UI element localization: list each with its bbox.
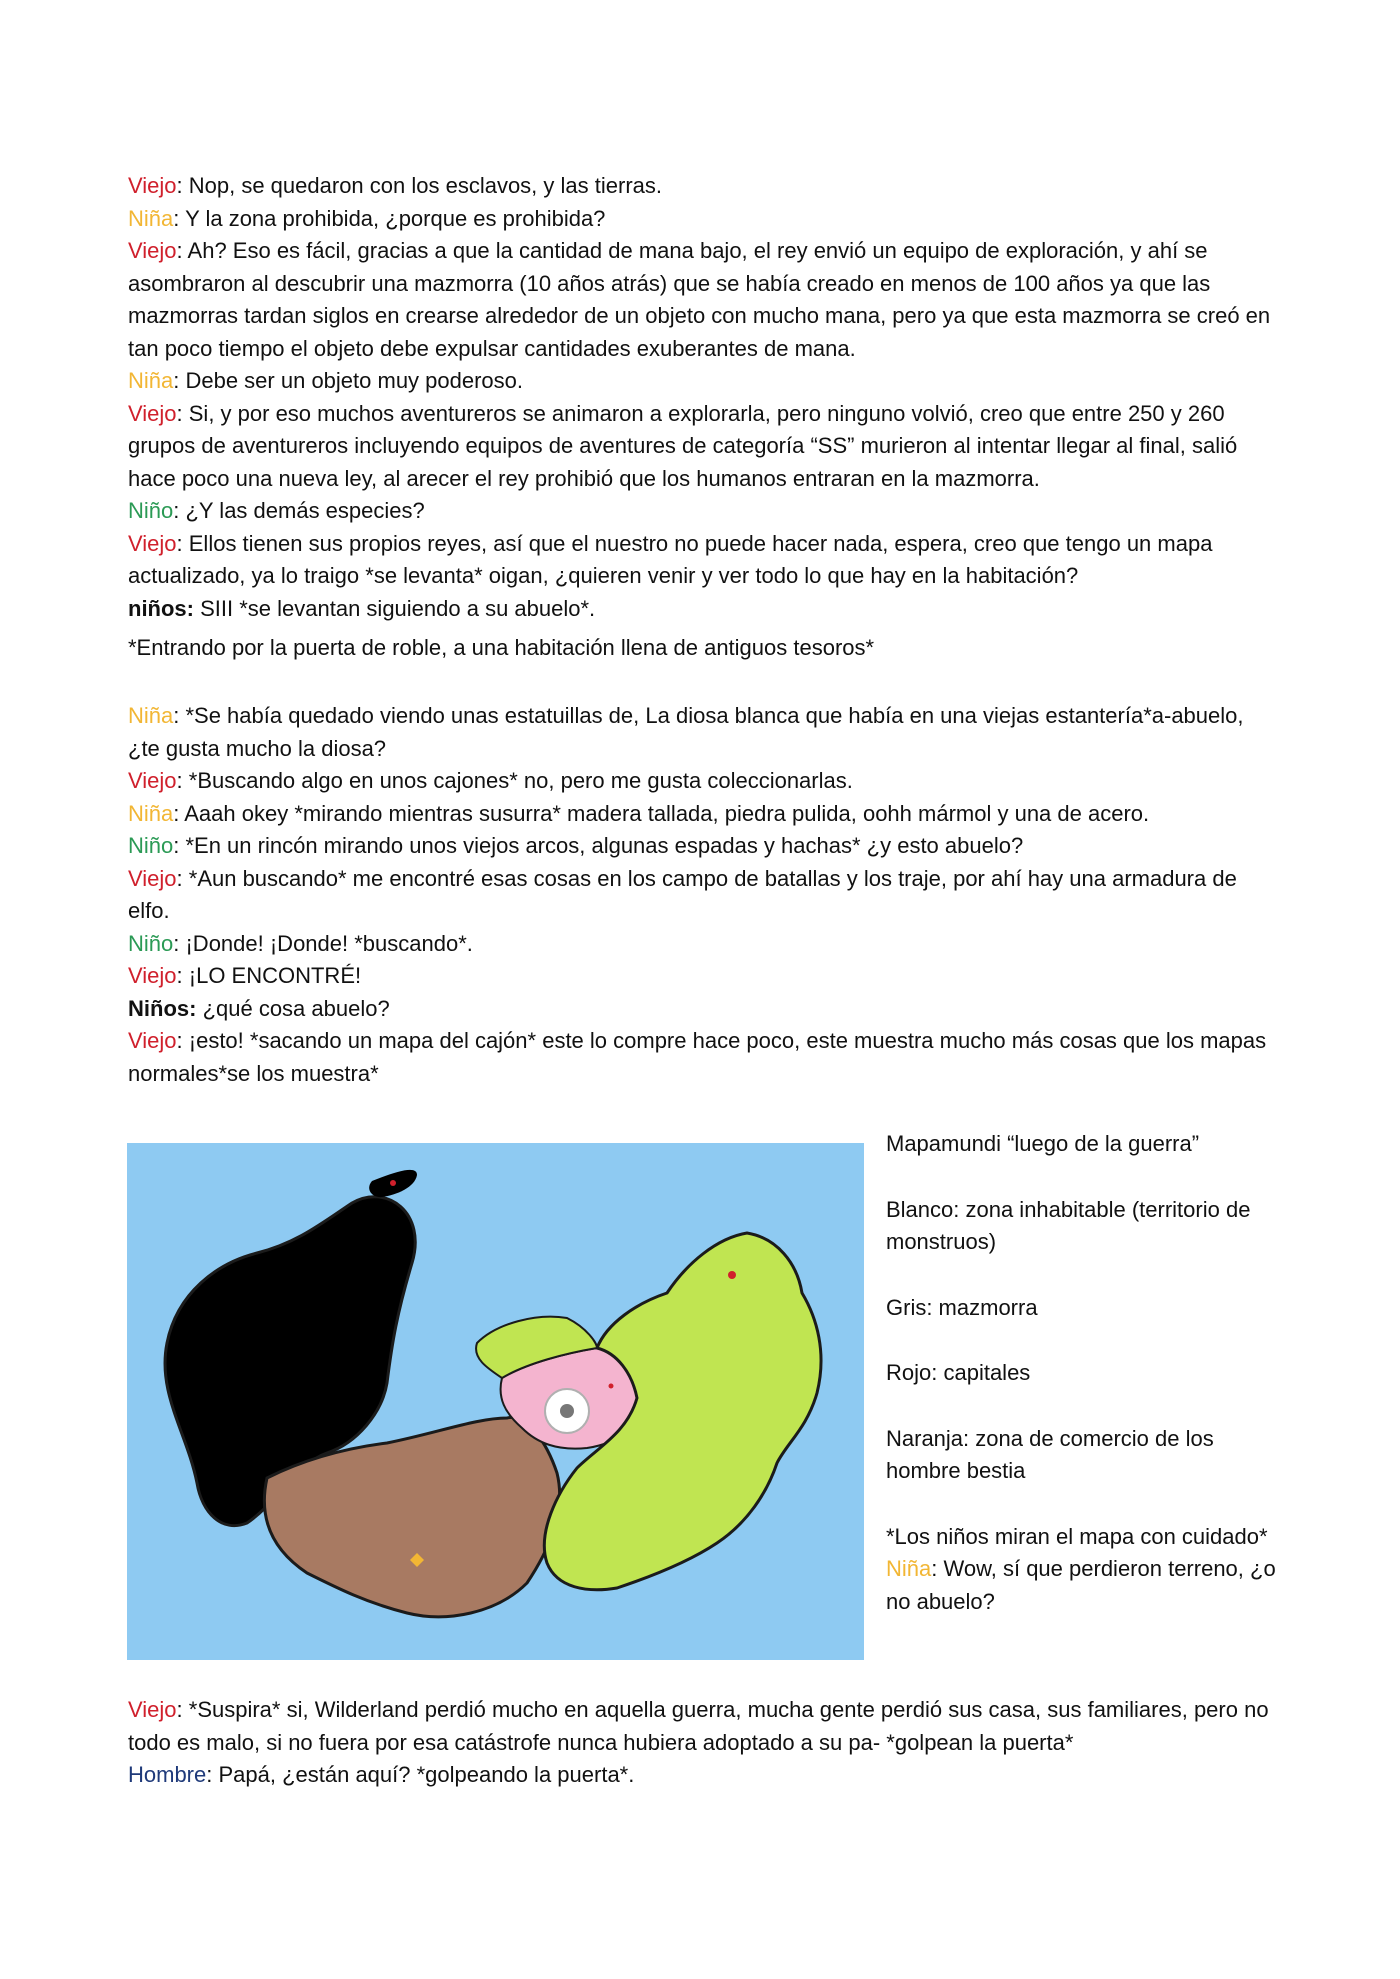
legend-title: Mapamundi “luego de la guerra” bbox=[886, 1131, 1200, 1156]
dialog-text: : Y la zona prohibida, ¿porque es prohibida? bbox=[173, 205, 606, 231]
dialog-text: : Nop, se quedaron con los esclavos, y las tierras. bbox=[176, 173, 662, 198]
legend-red: Rojo: capitales bbox=[886, 1360, 1031, 1385]
dialog-text: : *Se había quedado viendo unas estatuillas de, La diosa blanca que había en una viejas estantería*a-abuelo, ¿te gusta mucho la diosa? bbox=[128, 703, 1244, 761]
dialogue-line bbox=[128, 993, 1278, 1026]
dialog-text: : ¡LO ENCONTRÉ! bbox=[176, 963, 362, 988]
legend-white: Blanco: zona inhabitable (territorio de monstruos) bbox=[886, 1196, 1251, 1254]
dialogue-line bbox=[128, 1694, 1278, 1759]
speaker-name: Viejo bbox=[128, 768, 177, 793]
speaker-name: Niños: bbox=[128, 995, 197, 1021]
dialog-text: : *En un rincón mirando unos viejos arcos, algunas espadas y hachas* ¿y esto abuelo? bbox=[173, 833, 1024, 858]
dialogue-line bbox=[128, 235, 1278, 365]
dialog-text: : *Buscando algo en unos cajones* no, pero me gusta coleccionarlas. bbox=[176, 768, 853, 793]
map-dungeon-marker bbox=[560, 1404, 574, 1418]
legend-action: *Los niños miran el mapa con cuidado* bbox=[886, 1523, 1268, 1549]
map-capital-marker-pink bbox=[609, 1384, 614, 1389]
world-map-illustration bbox=[127, 1143, 864, 1660]
dialogue-line bbox=[128, 765, 1278, 798]
dialogue-line bbox=[128, 700, 1278, 765]
dialogue-line bbox=[128, 593, 1278, 626]
dialog-text: : Papá, ¿están aquí? *golpeando la puerta*. bbox=[206, 1762, 635, 1787]
narration-block bbox=[128, 632, 1278, 665]
dialogue-line bbox=[128, 495, 1278, 528]
dialog-text: : Ah? Eso es fácil, gracias a que la cantidad de mana bajo, el rey envió un equipo de exploración, y ahí se asombraron al descubrir una mazmorra (10 años atrás) que se había creado en menos de 100 años ya que las mazmorras tardan siglos en crearse alrededor de un objeto con mucho mana, pero ya que esta mazmorra se creó en tan poco tiempo el objeto debe expulsar cantidades exuberantes de mana. bbox=[128, 238, 1271, 361]
speaker-name: Viejo bbox=[128, 173, 177, 198]
dialogue-line bbox=[128, 830, 1278, 863]
dialogue-block-1 bbox=[128, 170, 1278, 625]
speaker-name: Niño bbox=[128, 930, 174, 956]
dialog-text: ¿qué cosa abuelo? bbox=[196, 995, 390, 1021]
dialog-text: : ¿Y las demás especies? bbox=[173, 498, 425, 523]
speaker-name: Niña bbox=[128, 800, 174, 826]
dialog-text: : Ellos tienen sus propios reyes, así que el nuestro no puede hacer nada, espera, creo que tengo un mapa actualizado, ya lo traigo *se levanta* oigan, ¿quieren venir y ver todo lo que hay en la habitación? bbox=[128, 530, 1213, 588]
dialogue-line bbox=[128, 863, 1278, 928]
speaker-name: Viejo bbox=[128, 400, 177, 426]
dialogue-line bbox=[128, 203, 1278, 236]
dialog-text: : ¡Donde! ¡Donde! *buscando*. bbox=[173, 930, 473, 956]
speaker-name: Viejo bbox=[128, 865, 177, 891]
speaker-name: Niño bbox=[128, 833, 174, 858]
dialogue-line bbox=[128, 928, 1278, 961]
dialog-text: : Debe ser un objeto muy poderoso. bbox=[173, 368, 524, 393]
dialogue-line bbox=[128, 1759, 1278, 1792]
dialogue-line bbox=[128, 798, 1278, 831]
map-capital-marker-island bbox=[390, 1180, 396, 1186]
speaker-name: niños: bbox=[128, 595, 194, 621]
dialog-text: : Aaah okey *mirando mientras susurra* madera tallada, piedra pulida, oohh mármol y una de acero. bbox=[173, 800, 1150, 826]
dialog-text: : ¡esto! *sacando un mapa del cajón* este lo compre hace poco, este muestra mucho más cosas que los mapas normales*se los muestra* bbox=[128, 1028, 1267, 1086]
dialogue-line bbox=[128, 170, 1278, 203]
speaker-name: Hombre bbox=[128, 1762, 207, 1787]
narration-line: *Entrando por la puerta de roble, a una habitación llena de antiguos tesoros* bbox=[128, 635, 875, 660]
dialog-text: : Wow, sí que perdieron terreno, ¿o no abuelo? bbox=[886, 1556, 1276, 1614]
dialog-text: SIII *se levantan siguiendo a su abuelo*. bbox=[194, 595, 596, 621]
dialogue-line bbox=[128, 528, 1278, 593]
dialogue-block-2 bbox=[128, 700, 1278, 1090]
dialogue-line bbox=[128, 960, 1278, 993]
speaker-name: Viejo bbox=[128, 1028, 177, 1053]
dialogue-line bbox=[128, 1025, 1278, 1090]
speaker-name: Niña bbox=[128, 703, 174, 728]
dialog-text: : *Aun buscando* me encontré esas cosas en los campo de batallas y los traje, por ahí hay una armadura de elfo. bbox=[128, 865, 1237, 923]
speaker-name: Viejo bbox=[128, 1697, 177, 1722]
speaker-name: Viejo bbox=[128, 238, 177, 263]
legend-orange: Naranja: zona de comercio de los hombre bestia bbox=[886, 1425, 1214, 1483]
dialogue-line bbox=[128, 398, 1278, 496]
speaker-name: Viejo bbox=[128, 530, 177, 556]
dialog-text: : *Suspira* si, Wilderland perdió mucho en aquella guerra, mucha gente perdió sus casa, sus familiares, pero no todo es malo, si no fuera por esa catástrofe nunca hubiera adoptado a su pa- *golpean la puerta* bbox=[128, 1697, 1269, 1755]
dialog-text: : Si, y por eso muchos aventureros se animaron a explorarla, pero ninguno volvió, creo que entre 250 y 260 grupos de aventureros incluyendo equipos de aventures de categoría “SS” murieron al intentar llegar al final, salió hace poco una nueva ley, al arecer el rey prohibió que los humanos entraran en la mazmorra. bbox=[128, 400, 1238, 491]
speaker-name: Niña bbox=[128, 368, 174, 393]
map-legend bbox=[886, 1128, 1286, 1618]
world-map-image bbox=[127, 1143, 864, 1660]
speaker-name: Niño bbox=[128, 498, 174, 523]
speaker-name: Viejo bbox=[128, 963, 177, 988]
legend-gray: Gris: mazmorra bbox=[886, 1294, 1038, 1320]
dialogue-line bbox=[128, 365, 1278, 398]
map-capital-marker-north bbox=[728, 1271, 736, 1279]
dialogue-block-3 bbox=[128, 1694, 1278, 1792]
legend-dialog bbox=[886, 1553, 1286, 1618]
speaker-name: Niña bbox=[128, 205, 174, 231]
speaker-name: Niña bbox=[886, 1556, 932, 1581]
